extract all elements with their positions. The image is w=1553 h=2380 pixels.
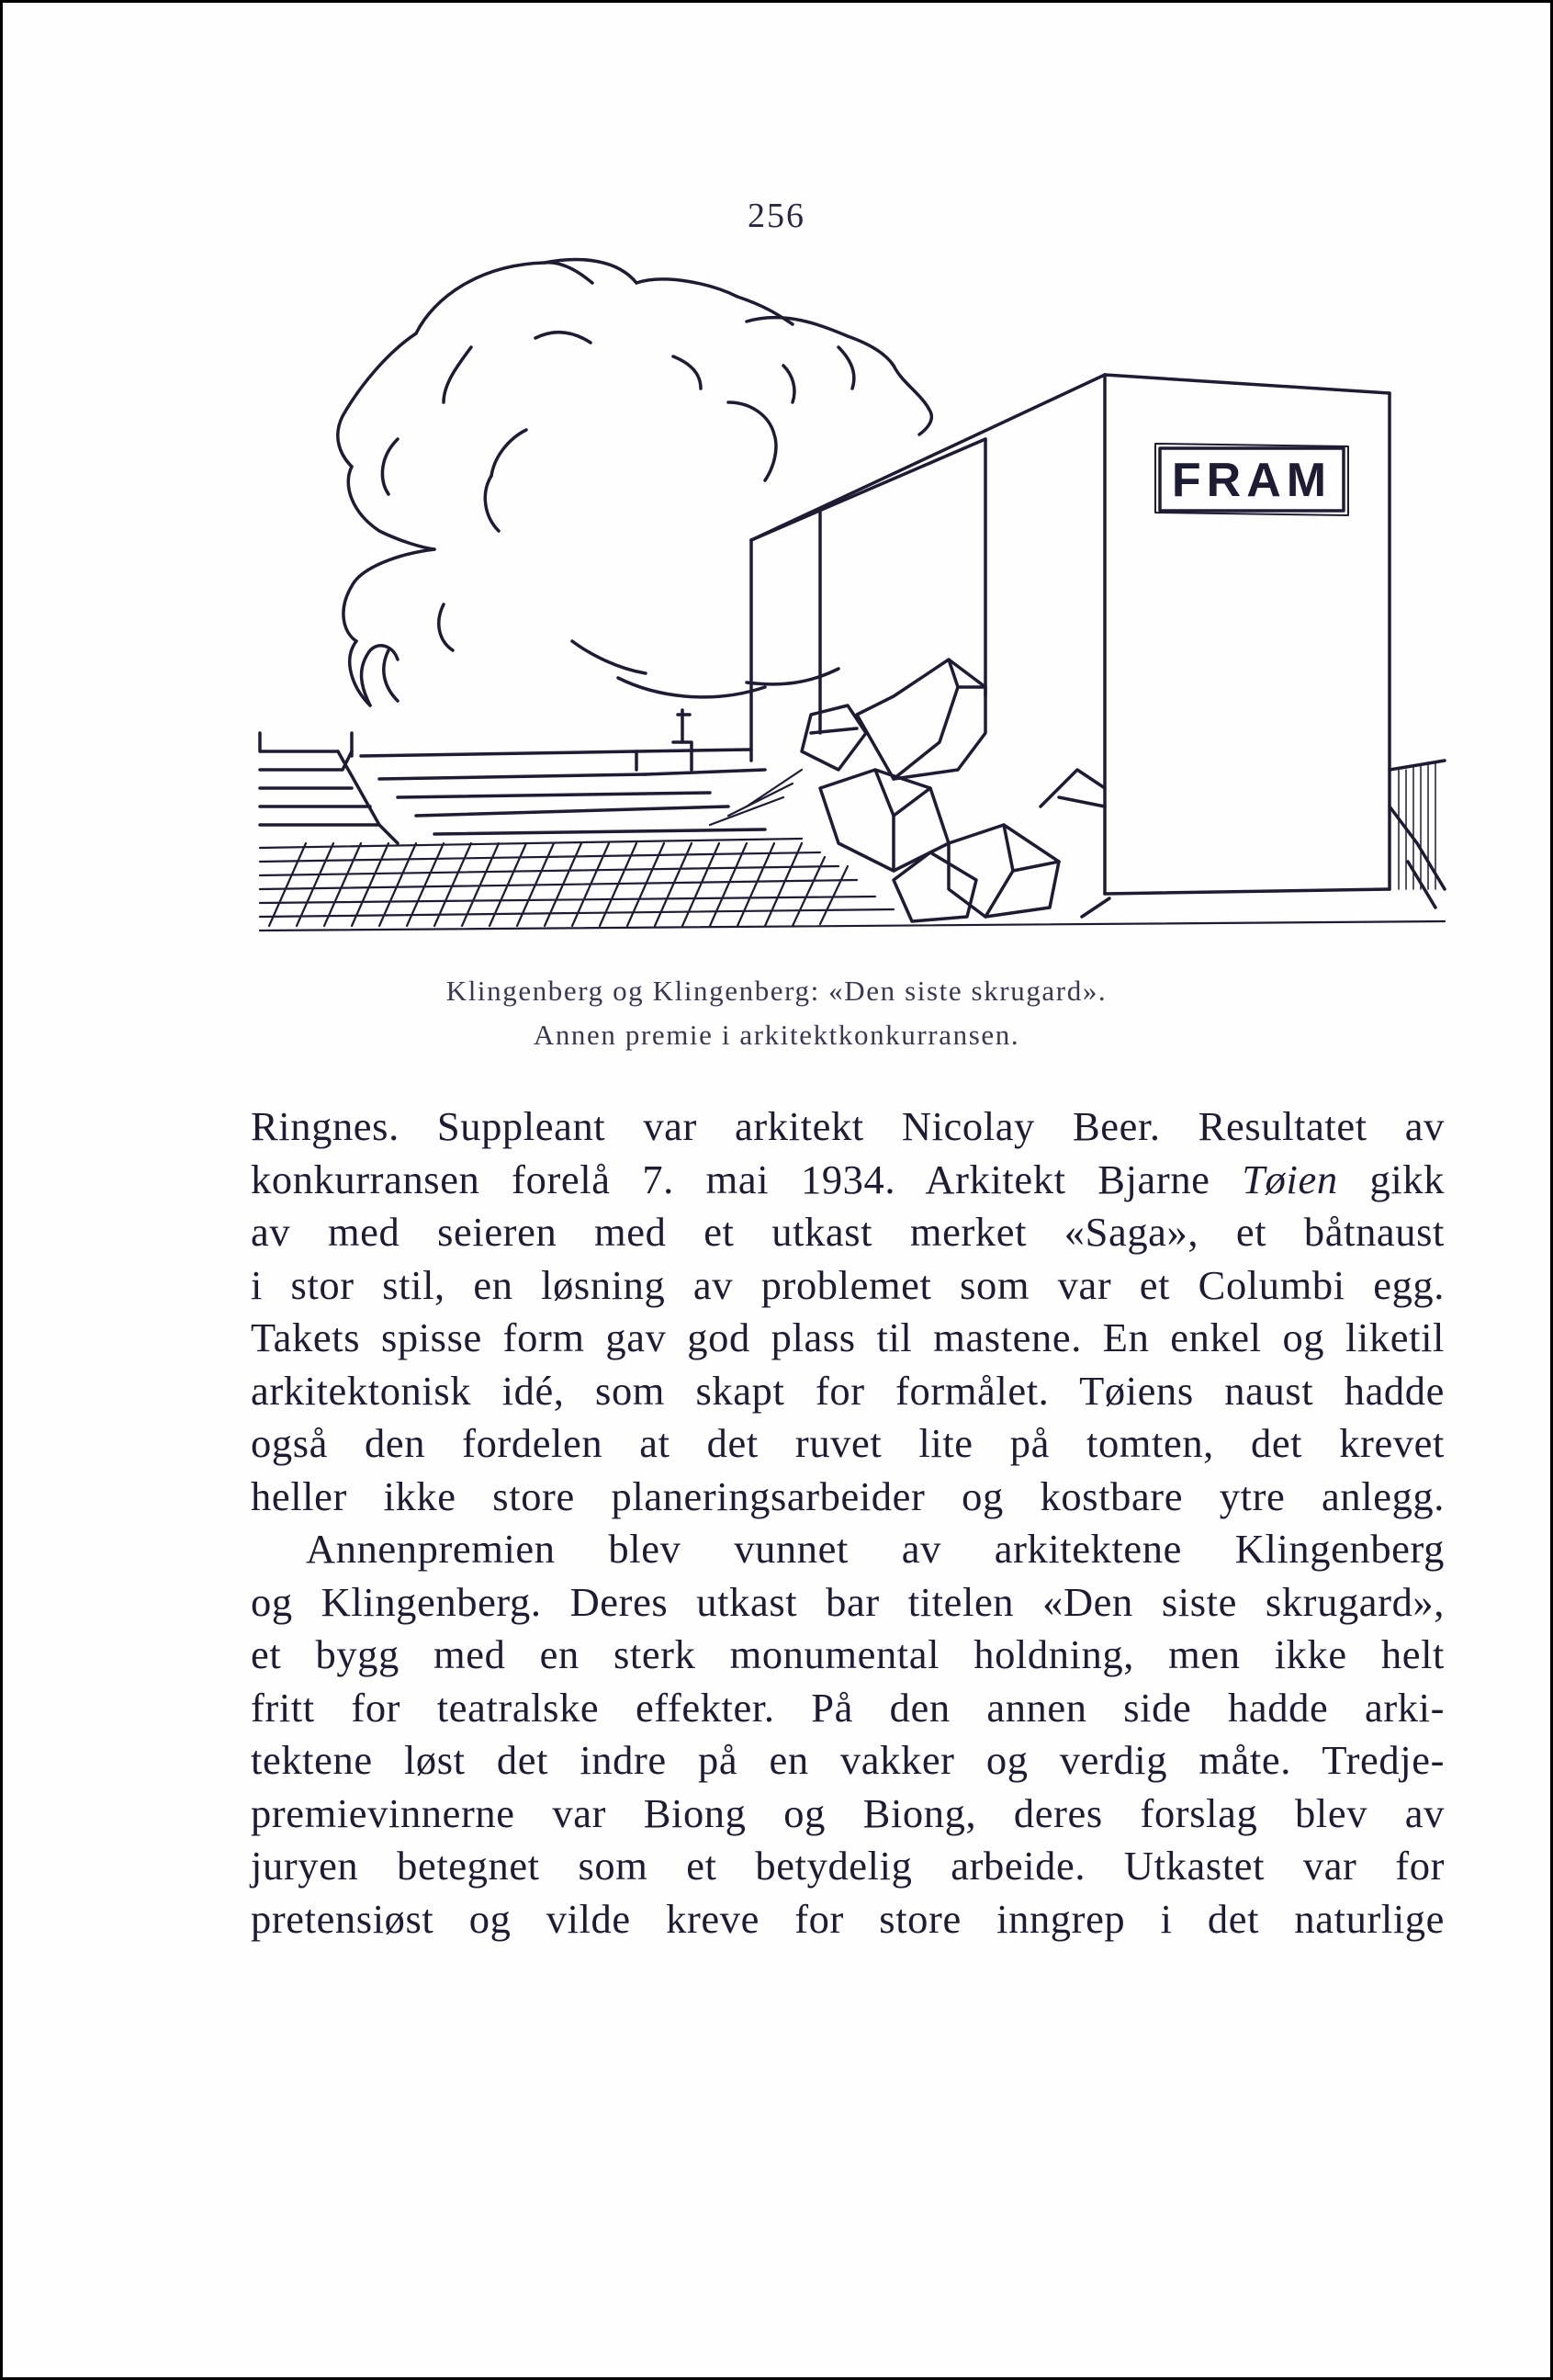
text-line: pretensiøst og vilde kreve for store inngrep i det naturlige	[251, 1895, 1445, 1942]
terrace-steps-drawing	[260, 710, 1445, 908]
cloud-drawing	[338, 259, 932, 705]
text-line: tektene løst det indre på en vakker og verdig måte. Tredje-	[251, 1737, 1445, 1783]
text-line: Ringnes. Suppleant var arkitekt Nicolay Beer. Resultatet av	[251, 1103, 1445, 1149]
text-line: heller ikke store planeringsarbeider og kostbare ytre anlegg.	[251, 1472, 1445, 1519]
architectural-sketch-illustration	[251, 255, 1463, 935]
text-line-part: gikk	[1369, 1156, 1445, 1202]
figure-caption-line-2: Annen premie i arkitektkonkurransen.	[533, 1019, 1020, 1051]
text-line: også den fordelen at det ruvet lite på tomten, det krevet	[251, 1420, 1445, 1466]
ground-hatching	[260, 762, 1445, 931]
text-line: og Klingenberg. Deres utkast bar titelen «Den siste skrugard»,	[251, 1578, 1445, 1625]
text-line: fritt for teatralske effekter. På den annen side hadde arki-	[251, 1684, 1445, 1731]
building-drawing	[751, 375, 1390, 894]
figure-caption-line-1: Klingenberg og Klingenberg: «Den siste skrugard».	[445, 975, 1108, 1007]
body-text	[251, 1100, 1445, 1946]
italic-name: Tøien	[1242, 1156, 1338, 1202]
text-line: i stor stil, en løsning av problemet som var et Columbi egg.	[251, 1261, 1445, 1308]
text-line-part: konkurransen forelå 7. mai 1934. Arkitekt Bjarne	[251, 1156, 1210, 1202]
text-line: Takets spisse form gav god plass til mastene. En enkel og liketil	[251, 1314, 1445, 1360]
text-line: arkitektonisk idé, som skapt for formålet. Tøiens naust hadde	[251, 1367, 1445, 1414]
text-line: et bygg med en sterk monumental holdning, men ikke helt	[251, 1631, 1445, 1677]
text-line: juryen betegnet som et betydelig arbeide. Utkastet var for	[251, 1843, 1445, 1889]
building-sign-text: FRAM	[1171, 454, 1333, 507]
page-number: 256	[748, 197, 805, 235]
rocks-drawing	[802, 660, 1109, 921]
text-line	[251, 1154, 1445, 1207]
text-line: av med seieren med et utkast merket «Saga», et båtnaust	[251, 1209, 1445, 1255]
text-line: premievinnerne var Biong og Biong, deres forslag blev av	[251, 1789, 1445, 1836]
text-line-paragraph-start: Annenpremien blev vunnet av arkitektene Klingenberg	[306, 1526, 1445, 1572]
